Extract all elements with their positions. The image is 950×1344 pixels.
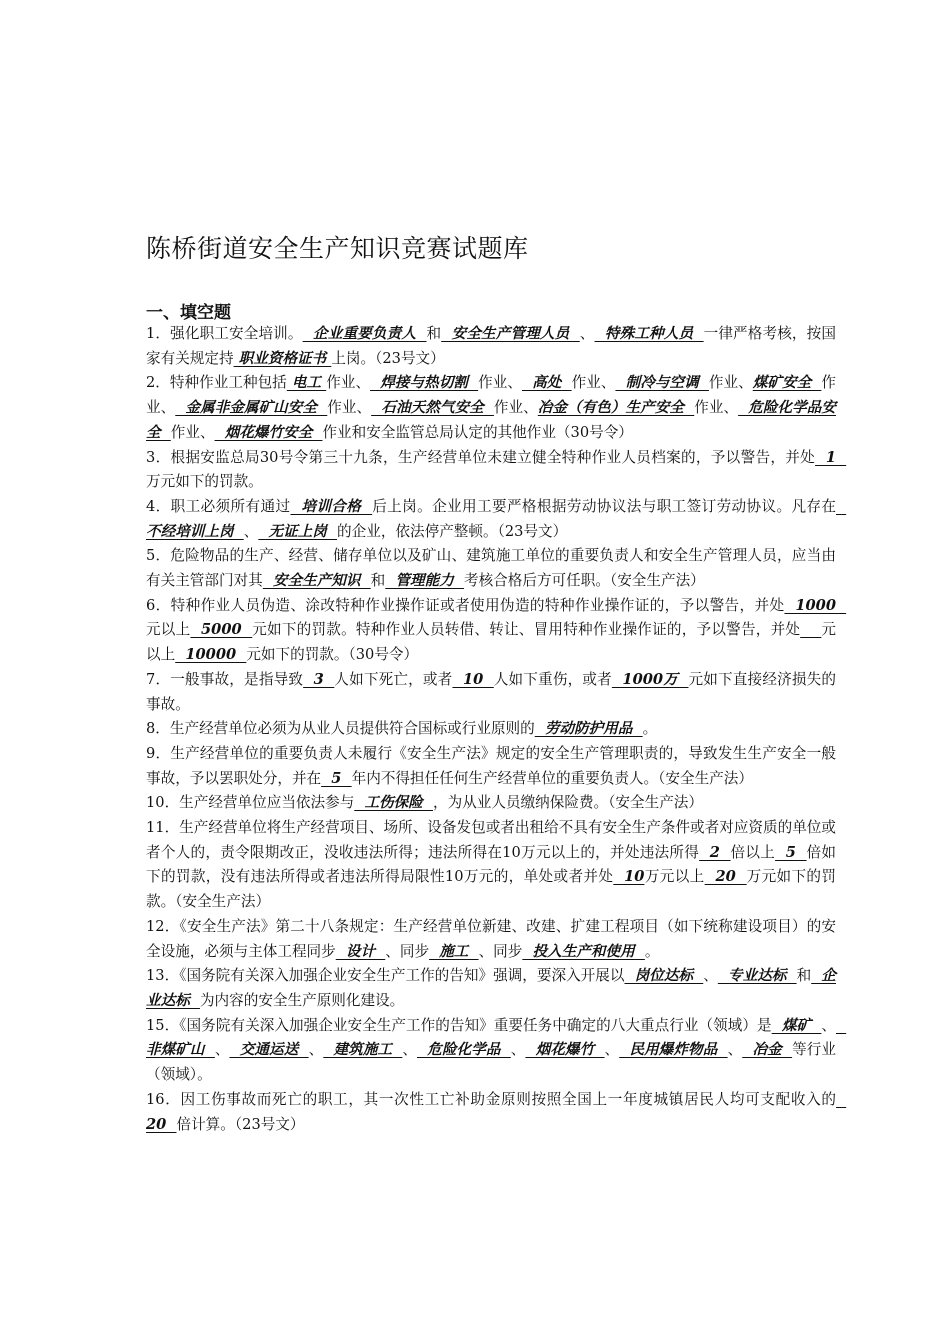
question-text: 、 bbox=[579, 325, 595, 342]
answer-blank: 无证上岗 bbox=[258, 522, 338, 540]
answer-blank: 5000 bbox=[190, 621, 253, 639]
answer-blank: 民用爆炸物品 bbox=[619, 1041, 728, 1059]
answer-blank: 培训合格 bbox=[290, 497, 373, 515]
answer-blank bbox=[800, 621, 821, 638]
answer-blank: 10 bbox=[613, 868, 645, 886]
question-text: 万元以上 bbox=[644, 868, 705, 886]
document-title: 陈桥街道安全生产知识竞赛试题库 bbox=[146, 234, 529, 263]
question-text: 2．特种作业工种包括 bbox=[146, 374, 287, 392]
answer-blank: 危险化学品 bbox=[417, 1041, 511, 1059]
answer-blank: 冶金 bbox=[742, 1041, 793, 1059]
answer-blank: 20 bbox=[146, 1090, 847, 1133]
question-text: 考核合格后方可任职。（安全生产法） bbox=[463, 572, 705, 590]
question-text: 、 bbox=[604, 1041, 620, 1059]
answer-blank: 建筑施工 bbox=[323, 1041, 403, 1059]
section-heading: 一、填空题 bbox=[146, 303, 231, 323]
question-text: 16．因工伤事故而死亡的职工，其一次性工亡补助金原则按照全国上一年度城镇居民人均可支配收入的 bbox=[146, 1090, 836, 1108]
question-text: 、同步 bbox=[385, 942, 430, 960]
answer-blank: 焊接与热切割 bbox=[370, 374, 479, 392]
question-text: 13．《国务院有关深入加强企业安全生产工作的告知》强调，要深入开展以 bbox=[146, 967, 625, 985]
question-item bbox=[146, 544, 836, 593]
answer-blank: 交通运送 bbox=[229, 1041, 309, 1059]
question-text: 7．一般事故，是指导致 bbox=[146, 670, 304, 688]
question-text: 、 bbox=[727, 1041, 743, 1059]
question-text: 15．《国务院有关深入加强企业安全生产工作的告知》重要任务中确定的八大重点行业（领域）是 bbox=[146, 1016, 772, 1034]
question-text: 作业和安全监管总局认定的其他作业（30号令） bbox=[322, 423, 633, 441]
question-text: 4．职工必须所有通过 bbox=[146, 497, 291, 515]
question-text: 作业、 bbox=[571, 374, 616, 392]
answer-blank: 安全生产知识 bbox=[262, 572, 371, 590]
answer-blank: 1000 bbox=[784, 596, 847, 614]
question-text: 、 bbox=[510, 1041, 526, 1059]
answer-blank: 岗位达标 bbox=[624, 967, 704, 985]
answer-blank: 企业达标 bbox=[146, 967, 836, 1009]
question-text: 、 bbox=[703, 967, 718, 985]
answer-blank: 企业重要负责人 bbox=[302, 325, 427, 342]
answer-blank: 管理能力 bbox=[385, 572, 464, 590]
question-text: ，为从业人员缴纳保险费。（安全生产法） bbox=[433, 794, 703, 812]
question-text: 元以上 bbox=[146, 621, 836, 664]
answer-blank: 投入生产和使用 bbox=[522, 942, 645, 960]
question-item bbox=[146, 717, 836, 742]
question-item bbox=[146, 594, 847, 668]
question-text: 、 bbox=[243, 522, 259, 540]
answer-blank: 施工 bbox=[429, 942, 479, 960]
question-text: 作业、 bbox=[493, 399, 538, 417]
answer-blank: 10 bbox=[452, 670, 494, 688]
question-text: 后上岗。企业用工要严格根据劳动协议法与职工签订劳动协议。凡存在 bbox=[372, 497, 836, 515]
question-text: 倍以上 bbox=[730, 843, 776, 861]
question-item bbox=[146, 1088, 847, 1137]
question-item bbox=[146, 742, 836, 791]
answer-blank: 设计 bbox=[335, 942, 386, 960]
answer-blank: 1 bbox=[815, 448, 847, 466]
answer-blank: 劳动防护用品 bbox=[534, 720, 643, 738]
question-text: 万元如下的罚款。（安全生产法） bbox=[146, 868, 836, 911]
question-text: 、 bbox=[214, 1041, 230, 1059]
question-text: 万元如下的罚款。 bbox=[146, 473, 263, 491]
answer-blank: 5 bbox=[775, 843, 807, 861]
question-text: 1．强化职工安全培训。 bbox=[146, 325, 303, 342]
question-text: 11．生产经营单位将生产经营项目、场所、设备发包或者出租给不具有安全生产条件或者对应资质的单位或者个人的，责令限期改正，没收违法所得；违法所得在10万元以上的，并处违法所得 bbox=[146, 819, 836, 861]
answer-blank: 高处 bbox=[521, 374, 572, 392]
question-text: 9．生产经营单位的重要负责人未履行《安全生产法》规定的安全生产管理职责的，导致发生生产安全一般事故，予以罢职处分，并在 bbox=[146, 744, 836, 787]
question-text: 一律严格考核，按国家有关规定持 bbox=[146, 325, 836, 367]
question-text: 和 bbox=[426, 325, 442, 342]
answer-blank: 2 bbox=[699, 843, 731, 861]
question-item bbox=[146, 668, 836, 717]
answer-blank: 3 bbox=[303, 670, 335, 688]
question-item bbox=[146, 446, 847, 495]
question-text: 作业、 bbox=[326, 374, 371, 392]
question-text: 12．《安全生产法》第二十八条规定：生产经营单位新建、改建、扩建工程项目（如下统称建设项目）的安全设施，必须与主体工程同步 bbox=[146, 917, 836, 960]
answer-blank: 冶金（有色）生产安全 bbox=[537, 399, 695, 417]
question-text: 。 bbox=[642, 720, 658, 738]
answer-blank: 危险化学品安全 bbox=[146, 399, 837, 441]
question-text: 作业、 bbox=[170, 423, 215, 441]
question-text: 3．根据安监总局30号令第三十九条，生产经营单位未建立健全特种作业人员档案的，予以警告，并处 bbox=[146, 448, 816, 466]
answer-blank: 烟花爆竹 bbox=[525, 1041, 605, 1059]
question-text: 5．危险物品的生产、经营、储存单位以及矿山、建筑施工单位的重要负责人和安全生产管理人员，应当由有关主管部门对其 bbox=[146, 547, 836, 590]
question-text: 元以上 bbox=[146, 621, 191, 639]
question-text: 上岗。（23号文） bbox=[331, 349, 445, 367]
question-text: 元如下直接经济损失的事故。 bbox=[146, 670, 836, 713]
question-text: 为内容的安全生产原则化建设。 bbox=[199, 991, 405, 1009]
question-text: 和 bbox=[370, 572, 386, 590]
question-text: 的企业，依法停产整顿。（23号文） bbox=[337, 522, 568, 540]
question-list bbox=[146, 322, 847, 1137]
question-text: 人如下重伤，或者 bbox=[493, 670, 612, 688]
question-text: 作业、 bbox=[478, 374, 522, 392]
answer-blank: 工伤保险 bbox=[354, 794, 433, 812]
question-text: 8．生产经营单位必须为从业人员提供符合国标或行业原则的 bbox=[146, 720, 535, 738]
question-item bbox=[146, 371, 836, 445]
question-item bbox=[146, 1014, 847, 1088]
answer-blank: 专业达标 bbox=[717, 967, 797, 985]
question-text: 6．特种作业人员伪造、涂改特种作业操作证或者使用伪造的特种作业操作证的，予以警告，并处 bbox=[146, 596, 785, 614]
answer-blank: 安全生产管理人员 bbox=[441, 325, 580, 342]
answer-blank: 金属非金属矿山安全 bbox=[175, 399, 328, 417]
question-item bbox=[146, 816, 836, 915]
question-text: 作业、 bbox=[708, 374, 753, 392]
answer-blank: 煤矿 bbox=[771, 1016, 822, 1034]
question-text: 作业、 bbox=[146, 374, 836, 417]
question-item bbox=[146, 915, 836, 964]
question-text: 、同步 bbox=[478, 942, 523, 960]
answer-blank: 电工 bbox=[286, 374, 327, 392]
answer-blank: 制冷与空调 bbox=[615, 374, 709, 392]
question-item bbox=[146, 791, 836, 816]
question-item bbox=[146, 964, 836, 1013]
question-text: 人如下死亡，或者 bbox=[334, 670, 453, 688]
answer-blank: 烟花爆竹安全 bbox=[214, 423, 323, 441]
question-text: 作业、 bbox=[694, 399, 739, 417]
answer-blank: 10000 bbox=[175, 646, 247, 664]
answer-blank: 1000万 bbox=[611, 670, 689, 688]
question-text: 元如下的罚款。特种作业人员转借、转让、冒用特种作业操作证的，予以警告，并处 bbox=[252, 621, 801, 639]
answer-blank: 职业资格证书 bbox=[233, 349, 332, 367]
question-text: 倍如下的罚款，没有违法所得或者违法所得局限性10万元的，单处或者并处 bbox=[146, 843, 836, 886]
answer-blank: 不经培训上岗 bbox=[146, 497, 847, 540]
answer-blank: 5 bbox=[321, 769, 352, 787]
question-text: 。 bbox=[644, 942, 660, 960]
answer-blank: 煤矿安全 bbox=[752, 374, 822, 392]
question-text: 作业、 bbox=[327, 399, 372, 417]
question-text: 、 bbox=[402, 1041, 418, 1059]
question-item bbox=[146, 495, 847, 544]
answer-blank: 特殊工种人员 bbox=[594, 325, 704, 342]
question-text: 、 bbox=[821, 1016, 836, 1034]
question-text: 倍计算。（23号文） bbox=[176, 1115, 305, 1133]
question-item bbox=[146, 322, 836, 371]
question-text: 年内不得担任任何生产经营单位的重要负责人。（安全生产法） bbox=[351, 769, 753, 787]
answer-blank: 20 bbox=[704, 868, 747, 886]
question-text: 元如下的罚款。（30号令） bbox=[246, 646, 419, 664]
question-text: 10．生产经营单位应当依法参与 bbox=[146, 794, 355, 812]
question-text: 、 bbox=[308, 1041, 324, 1059]
answer-blank: 石油天然气安全 bbox=[371, 399, 494, 417]
question-text: 和 bbox=[796, 967, 812, 985]
question-text: 等行业（领域）。 bbox=[146, 1041, 836, 1084]
answer-blank: 非煤矿山 bbox=[146, 1016, 847, 1059]
